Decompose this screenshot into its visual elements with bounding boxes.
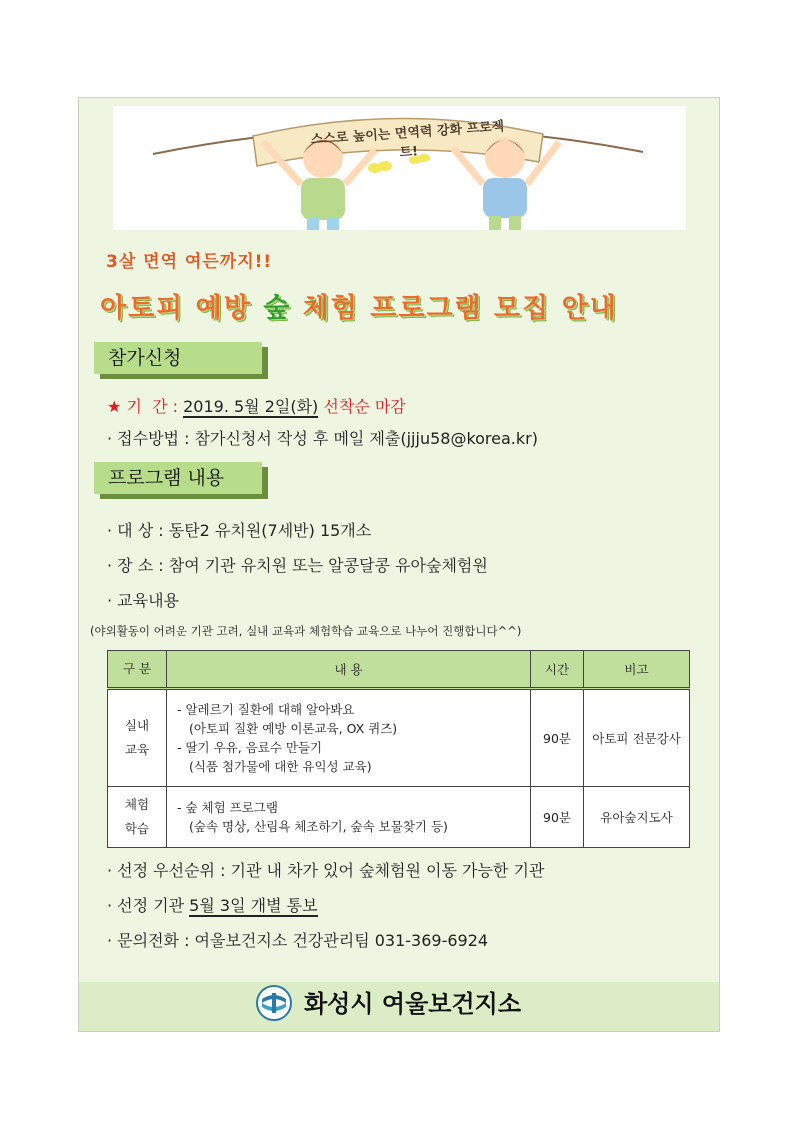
category-line: 체험 xyxy=(124,797,150,812)
headline-title xyxy=(100,286,700,325)
table-row xyxy=(108,689,690,787)
header-remark: 비고 xyxy=(584,651,690,689)
banner-illustration xyxy=(113,106,686,230)
period-label: 기 간 : xyxy=(126,397,178,416)
program-note: (야외활동이 어려운 기관 고려, 실내 교육과 체험학습 교육으로 나누어 진행합니다^^) xyxy=(90,624,522,638)
apply-section-heading: 참가신청 xyxy=(94,342,262,374)
selection-notice xyxy=(107,893,318,916)
program-target: · 대 상 : 동탄2 유치원(7세반) 15개소 xyxy=(107,521,372,540)
header-time: 시간 xyxy=(531,651,584,689)
apply-method: · 접수방법 : 참가신청서 작성 후 메일 제출(jjju58@korea.kr) xyxy=(107,429,538,448)
period-note: 선착순 마감 xyxy=(323,397,406,416)
row-time: 90분 xyxy=(531,689,584,787)
row-content xyxy=(167,689,531,787)
content-line: - 딸기 우유, 음료수 만들기 xyxy=(177,740,323,755)
row-remark: 유아숲지도사 xyxy=(584,787,690,848)
category-line: 학습 xyxy=(124,821,150,836)
row-category xyxy=(108,787,167,848)
organization-name: 화성시 여울보건지소 xyxy=(304,990,522,1018)
category-line: 실내 xyxy=(124,718,150,733)
header-category: 구 분 xyxy=(108,651,167,689)
banner-slogan: 스스로 높이는 면역력 강화 프로젝트! xyxy=(310,119,505,161)
program-edu-label: · 교육내용 xyxy=(107,591,179,610)
table-header-row xyxy=(108,651,690,689)
program-place: · 장 소 : 참여 기관 유치원 또는 알콩달콩 유아숲체험원 xyxy=(107,556,488,575)
period-value: 2019. 5월 2일(화) xyxy=(183,397,319,416)
row-category xyxy=(108,689,167,787)
header-content: 내 용 xyxy=(167,651,531,689)
star-icon: ★ xyxy=(107,397,122,416)
table-row xyxy=(108,787,690,848)
row-time: 90분 xyxy=(531,787,584,848)
content-line: - 알레르기 질환에 대해 알아봐요 xyxy=(177,702,355,717)
content-line: (식품 첨가물에 대한 유익성 교육) xyxy=(189,759,372,774)
row-remark: 아토피 전문강사 xyxy=(584,689,690,787)
selection-priority: · 선정 우선순위 : 기관 내 차가 있어 숲체험원 이동 가능한 기관 xyxy=(107,861,545,880)
content-line: - 숲 체험 프로그램 xyxy=(177,800,278,815)
title-part-a: 아토피 예방 xyxy=(100,293,264,324)
notice-value: 5월 3일 개별 통보 xyxy=(189,896,318,915)
content-line: (숲속 명상, 산림욕 체조하기, 숲속 보물찾기 등) xyxy=(189,819,448,834)
content-line: (아토피 질환 예방 이론교육, OX 퀴즈) xyxy=(189,721,398,736)
contact-phone: · 문의전화 : 여울보건지소 건강관리팀 031-369-6924 xyxy=(107,931,489,950)
title-part-b: 체험 프로그램 모집 안내 xyxy=(291,293,618,324)
period-row xyxy=(107,394,406,417)
category-line: 교육 xyxy=(124,742,150,757)
notice-prefix: · 선정 기관 xyxy=(107,896,190,915)
program-section-heading: 프로그램 내용 xyxy=(94,462,262,494)
row-content xyxy=(167,787,531,848)
title-forest: 숲 xyxy=(263,293,292,324)
headline-subtitle: 3살 면역 여든까지!! xyxy=(106,252,273,272)
schedule-table xyxy=(107,650,690,848)
health-center-logo-icon xyxy=(256,985,292,1021)
